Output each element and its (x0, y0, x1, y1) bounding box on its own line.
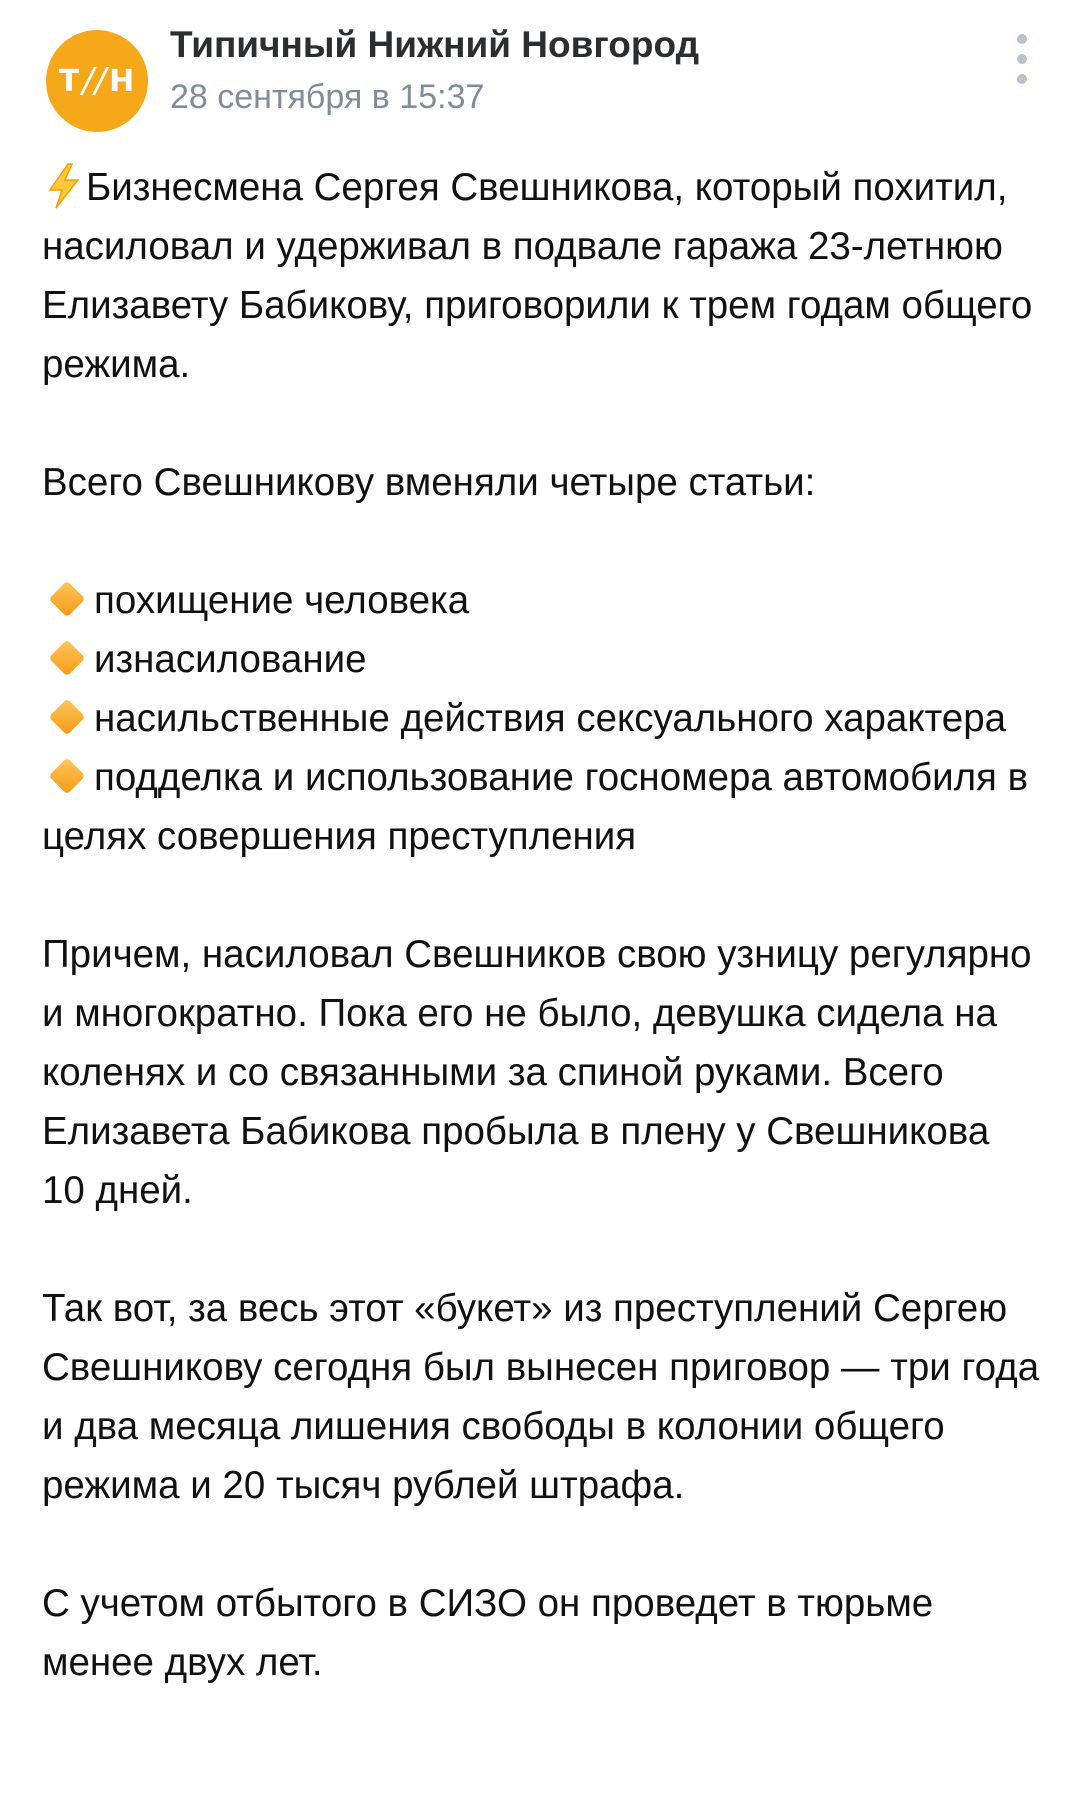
avatar-letter-left: Т (58, 63, 81, 99)
list-item-text: похищение человека (94, 579, 470, 622)
post-paragraph-1 (42, 158, 1042, 394)
more-dot-icon (1017, 34, 1027, 44)
post-paragraph-2: Всего Свешникову вменяли четыре статьи: (42, 461, 816, 504)
post-paragraph-3: Причем, насиловал Свешников свою узницу регулярно и многократно. Пока его не было, девушка сидела на коленях и со связанными за спиной руками. Всего Елизавета Бабикова пробыла в плену у Свешникова 10 дней. (42, 933, 1032, 1212)
more-dot-icon (1017, 74, 1027, 84)
more-dot-icon (1017, 54, 1027, 64)
list-item-text: изнасилование (94, 638, 367, 681)
avatar-separator: // (82, 61, 108, 101)
more-options-button[interactable] (1004, 34, 1040, 84)
orange-diamond-icon (49, 580, 86, 617)
paragraph-gap (42, 512, 1042, 571)
list-item-text: насильственные действия сексуального характера (94, 697, 1007, 740)
list-item (42, 571, 1042, 630)
channel-avatar[interactable] (46, 30, 148, 132)
post-date[interactable]: 28 сентября в 15:37 (170, 78, 485, 116)
lightning-icon (42, 161, 86, 211)
paragraph-text: Бизнесмена Сергея Свешникова, который похитил, насиловал и удерживал в подвале гаража 23-летнюю Елизавету Бабикову, приговорили к трем годам общего режима. (42, 166, 1033, 386)
list-item (42, 748, 1042, 866)
avatar-logo (58, 61, 136, 101)
post-paragraph-4: Так вот, за весь этот «букет» из преступлений Сергею Свешникову сегодня был вынесен приговор — три года и два месяца лишения свободы в колонии общего режима и 20 тысяч рублей штрафа. (42, 1287, 1040, 1507)
paragraph-gap (42, 866, 1042, 925)
channel-name[interactable]: Типичный Нижний Новгород (170, 24, 700, 65)
post-body (42, 158, 1042, 1692)
paragraph-gap (42, 394, 1042, 453)
orange-diamond-icon (49, 698, 86, 735)
list-item (42, 689, 1042, 748)
orange-diamond-icon (49, 639, 86, 676)
list-item-text: подделка и использование госномера автомобиля в целях совершения преступления (42, 756, 1029, 858)
orange-diamond-icon (49, 757, 86, 794)
list-item (42, 630, 1042, 689)
paragraph-gap (42, 1220, 1042, 1279)
avatar-letter-right: Н (109, 63, 136, 99)
paragraph-gap (42, 1515, 1042, 1574)
post-paragraph-5: С учетом отбытого в СИЗО он проведет в тюрьме менее двух лет. (42, 1582, 934, 1684)
post-header (0, 0, 1077, 140)
